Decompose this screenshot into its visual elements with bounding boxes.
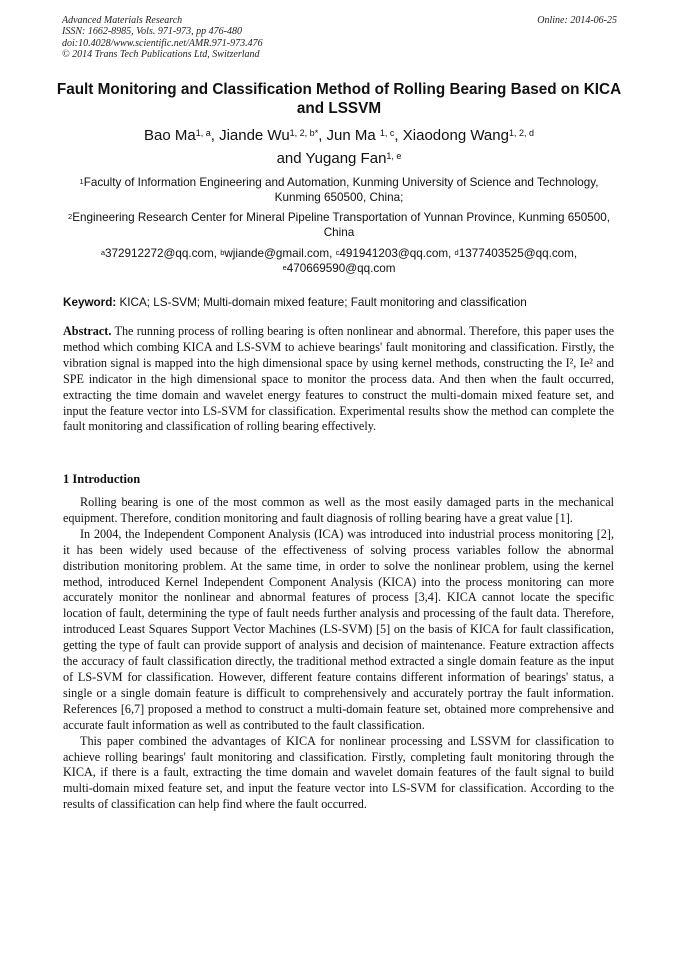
author-sup: 1, a: [195, 128, 211, 138]
abstract: [63, 324, 614, 435]
affiliation-sup: 1: [79, 177, 84, 186]
author-sup: 1, c: [379, 128, 395, 138]
author-sep: ,: [394, 127, 403, 144]
email-link[interactable]: wjiande@gmail.com,: [224, 247, 336, 260]
author-name: and Yugang Fan: [276, 150, 387, 167]
author-sup: 1, e: [386, 151, 402, 161]
author-name: Jun Ma: [326, 127, 380, 144]
doi-line: doi:10.4028/www.scientific.net/AMR.971-973.476: [62, 37, 263, 49]
author-line-2: [56, 147, 622, 170]
email-sup: e: [282, 263, 287, 272]
author-sup: 1, 2, d: [508, 128, 534, 138]
author-sep: ,: [318, 127, 327, 144]
affiliation-text: Engineering Research Center for Mineral Pipeline Transportation of Yunnan Province, Kunming 650500, China: [72, 211, 610, 239]
keyword-text: KICA; LS-SVM; Multi-domain mixed feature; Fault monitoring and classification: [116, 296, 527, 309]
author-sep: ,: [210, 127, 220, 144]
journal-name: Advanced Materials Research: [62, 15, 183, 26]
author-list: [56, 124, 622, 170]
keywords: [63, 295, 623, 310]
affiliation-text: Faculty of Information Engineering and Automation, Kunming University of Science and Technology, Kunming 650500, China;: [83, 176, 599, 204]
intro-paragraph-3: This paper combined the advantages of KICA for nonlinear processing and LSSVM for classification to achieve rolling bearings' fault monitoring and classification. Firstly, completing fault monitoring through the KICA, if there is a fault, extracting the time domain and wavelet domain features of the fault signal to build multi-domain mixed feature set, and input the feature vector into LS-SVM for classification. According to the results of classification can help find where the fault occurred.: [63, 733, 614, 812]
author-name: Xiaodong Wang: [402, 127, 509, 144]
email-list: [56, 246, 622, 276]
paper-title: Fault Monitoring and Classification Method of Rolling Bearing Based on KICA and LSSVM: [56, 81, 622, 117]
abstract-text: The running process of rolling bearing is often nonlinear and abnormal. Therefore, this paper uses the method which combing KICA and LS-SVM to achieve bearings' fault monitoring and classification. Firstly, the vibration signal is mapped into the high dimensional space by using kernel methods, constructing the I², Ie² and SPE indicator in the high dimensional space to monitor the process data. And then when the fault occurred, extracting the time domain and wavelet energy features to construct the multi-domain mixed feature set, and input the feature vector into LS-SVM for classification. Experimental results show the method can complete the fault monitoring and classification of rolling bearing effectively.: [63, 324, 614, 434]
email-sup: b: [220, 248, 225, 257]
abstract-label: Abstract.: [63, 324, 112, 338]
affiliation-sup: 2: [68, 212, 73, 221]
author-name: Jiande Wu: [219, 127, 290, 144]
keyword-label: Keyword:: [63, 296, 117, 309]
online-date: Online: 2014-06-25: [537, 15, 617, 26]
author-sup: 1, 2, b*: [289, 128, 319, 138]
affiliation-1: [56, 175, 622, 205]
affiliation-2: [56, 210, 622, 240]
email-link[interactable]: 1377403525@qq.com,: [458, 247, 578, 260]
section-heading-introduction: 1 Introduction: [63, 472, 141, 486]
email-sup: d: [454, 248, 459, 257]
intro-paragraph-2: In 2004, the Independent Component Analysis (ICA) was introduced into industrial process monitoring [2], it has been widely used because of the effectiveness of solving process variables follow the abnormal distribution monitoring problem. At the same time, in order to solve the nonlinear problem, using the kernel method, introduced Kernel Independent Component Analysis (KICA) into the process monitoring can more accurately monitor the nonlinear and abnormal features of process [3,4]. KICA cannot locate the specific location of fault, determining the type of fault needs further analysis and processing of the fault data. Therefore, introduced Least Squares Support Vector Machines (LS-SVM) [5] on the basis of KICA for fault classification, getting the type of fault can provide support of analysis and decision of maintenance. Feature extraction affects the accuracy of fault classification directly, the traditional method extracted a single domain feature as the input of LS-SVM for classification. However, different feature contains different information of bearings' status, a single or a single domain feature is difficult to comprehensively and accurately portray the fault information. References [6,7] proposed a method to construct a multi-domain feature set, obtained more comprehensive and accurate fault information as well as contributed to the fault classification.: [63, 526, 614, 732]
email-link[interactable]: 470669590@qq.com: [286, 262, 396, 275]
issn-line: ISSN: 1662-8985, Vols. 971-973, pp 476-480: [62, 26, 242, 38]
journal-header: [62, 15, 617, 60]
intro-paragraph-1: Rolling bearing is one of the most common as well as the most easily damaged parts in the mechanical equipment. Therefore, condition monitoring and fault diagnosis of rolling bearing have a great value [1].: [63, 495, 614, 525]
author-line-1: [56, 124, 622, 147]
email-sup: a: [100, 248, 105, 257]
introduction-body: [63, 495, 614, 813]
email-sup: c: [335, 248, 340, 257]
copyright-line: © 2014 Trans Tech Publications Ltd, Switzerland: [62, 48, 260, 60]
email-link[interactable]: 491941203@qq.com,: [339, 247, 455, 260]
email-link[interactable]: 372912272@qq.com,: [105, 247, 221, 260]
author-name: Bao Ma: [144, 127, 196, 144]
